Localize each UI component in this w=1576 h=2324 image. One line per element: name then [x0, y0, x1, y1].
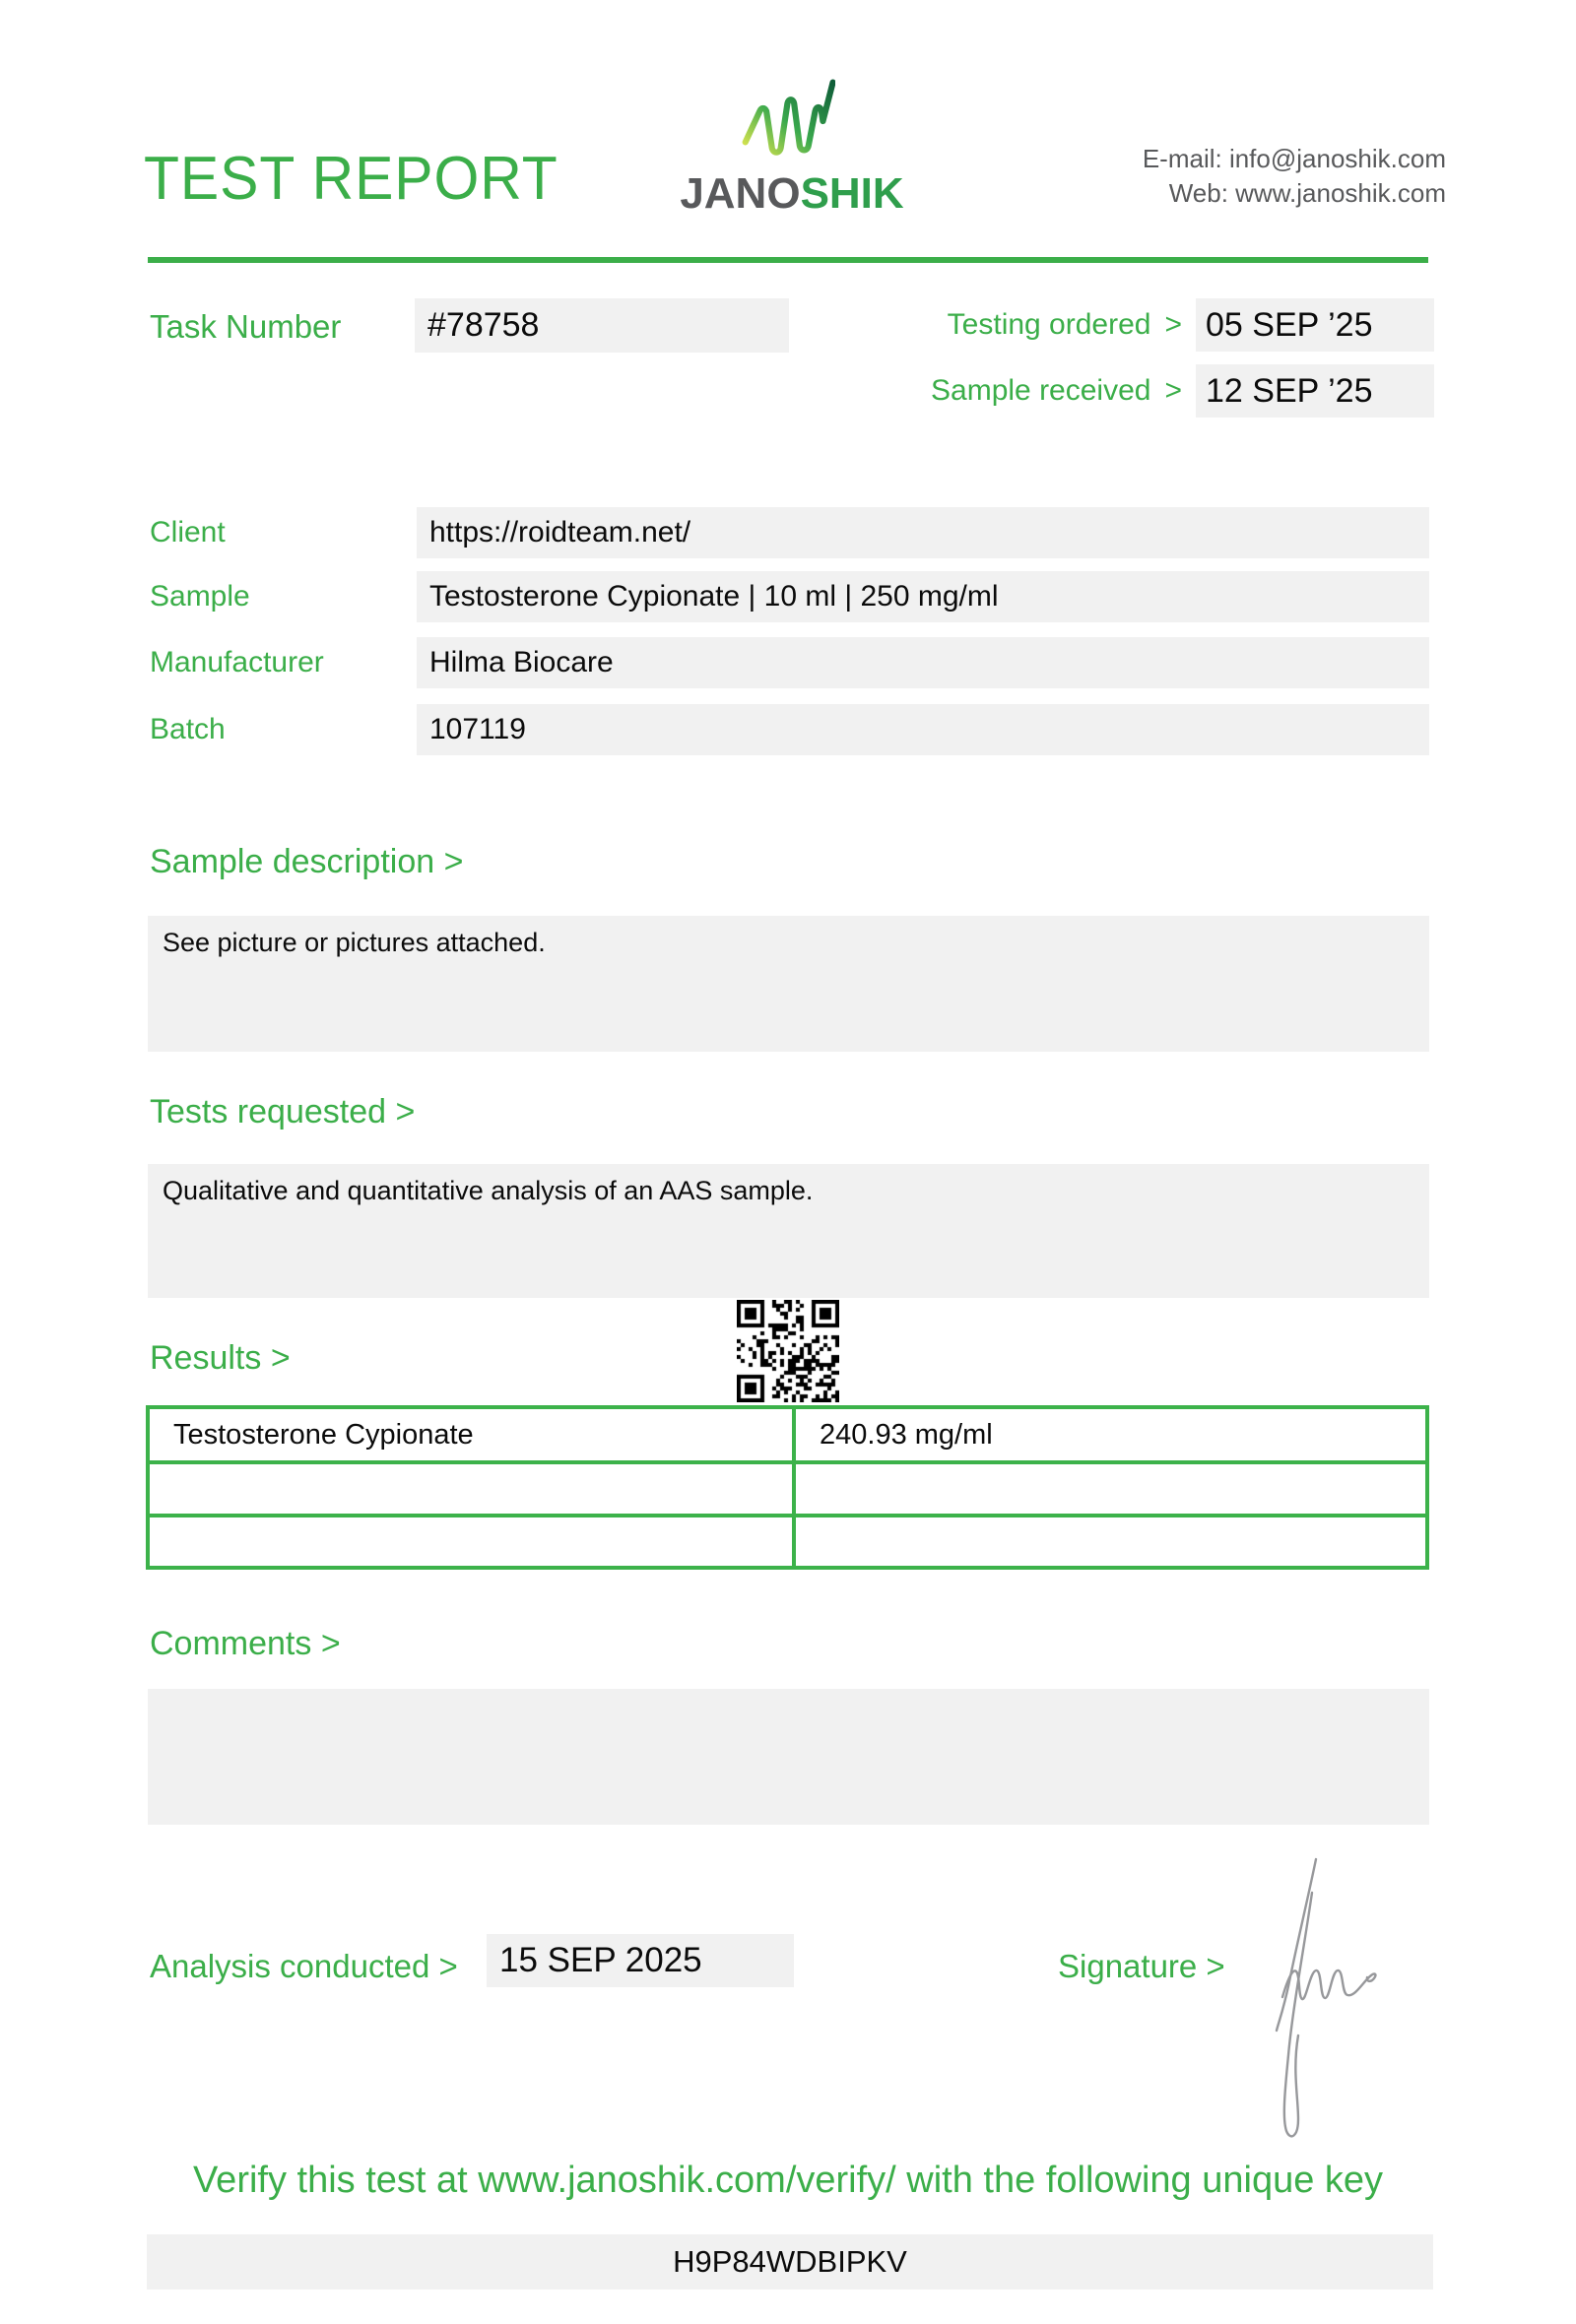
analysis-conducted-value: 15 SEP 2025	[487, 1934, 794, 1987]
growth-chart-icon	[741, 77, 835, 165]
result-substance	[148, 1516, 794, 1568]
verify-instruction: Verify this test at www.janoshik.com/verify/ with the following unique key	[192, 2160, 1384, 2201]
sample-description-heading: Sample description >	[150, 843, 464, 880]
batch-label: Batch	[150, 713, 226, 745]
sample-label: Sample	[150, 580, 250, 613]
sample-received-label: Sample received	[931, 374, 1151, 407]
contact-email: E-mail: info@janoshik.com	[1142, 144, 1446, 173]
tests-requested-heading: Tests requested >	[150, 1093, 416, 1130]
result-value	[794, 1462, 1427, 1516]
comments-box	[148, 1689, 1429, 1825]
analysis-conducted-label: Analysis conducted >	[150, 1948, 458, 1984]
table-row	[148, 1516, 1427, 1568]
page-title: TEST REPORT	[144, 145, 558, 213]
testing-ordered-value: 05 SEP ’25	[1196, 298, 1434, 352]
manufacturer-label: Manufacturer	[150, 646, 324, 678]
manufacturer-value: Hilma Biocare	[417, 637, 1429, 688]
sample-received-row	[886, 364, 1434, 418]
header-divider	[148, 257, 1428, 263]
result-substance	[148, 1462, 794, 1516]
results-heading: Results >	[150, 1339, 291, 1377]
comments-heading: Comments >	[150, 1625, 341, 1662]
signature-image	[1269, 1853, 1387, 2144]
tests-requested-box: Qualitative and quantitative analysis of an AAS sample.	[148, 1164, 1429, 1298]
testing-ordered-label: Testing ordered	[947, 308, 1151, 341]
task-number-value: #78758	[415, 298, 789, 353]
logo-part-jano: JANO	[680, 169, 801, 218]
sample-description-box: See picture or pictures attached.	[148, 916, 1429, 1052]
contact-web: Web: www.janoshik.com	[1168, 178, 1446, 208]
result-value: 240.93 mg/ml	[794, 1407, 1427, 1462]
client-value: https://roidteam.net/	[417, 507, 1429, 558]
logo-wordmark	[679, 169, 905, 219]
result-value	[794, 1516, 1427, 1568]
results-table	[146, 1405, 1429, 1570]
client-label: Client	[150, 516, 226, 549]
result-substance: Testosterone Cypionate	[148, 1407, 794, 1462]
signature-label: Signature >	[1058, 1948, 1225, 1984]
unique-key-value: H9P84WDBIPKV	[147, 2234, 1433, 2290]
contact-info	[1143, 142, 1446, 211]
logo-part-shik: SHIK	[800, 169, 904, 218]
table-row	[148, 1407, 1427, 1462]
task-number-label: Task Number	[150, 308, 342, 345]
arrow-glyph: >	[1164, 308, 1182, 341]
table-row	[148, 1462, 1427, 1516]
sample-received-value: 12 SEP ’25	[1196, 364, 1434, 418]
batch-value: 107119	[417, 704, 1429, 755]
sample-value: Testosterone Cypionate | 10 ml | 250 mg/ml	[417, 571, 1429, 622]
qr-code	[737, 1300, 839, 1402]
arrow-glyph: >	[1164, 374, 1182, 407]
testing-ordered-row	[886, 298, 1434, 352]
